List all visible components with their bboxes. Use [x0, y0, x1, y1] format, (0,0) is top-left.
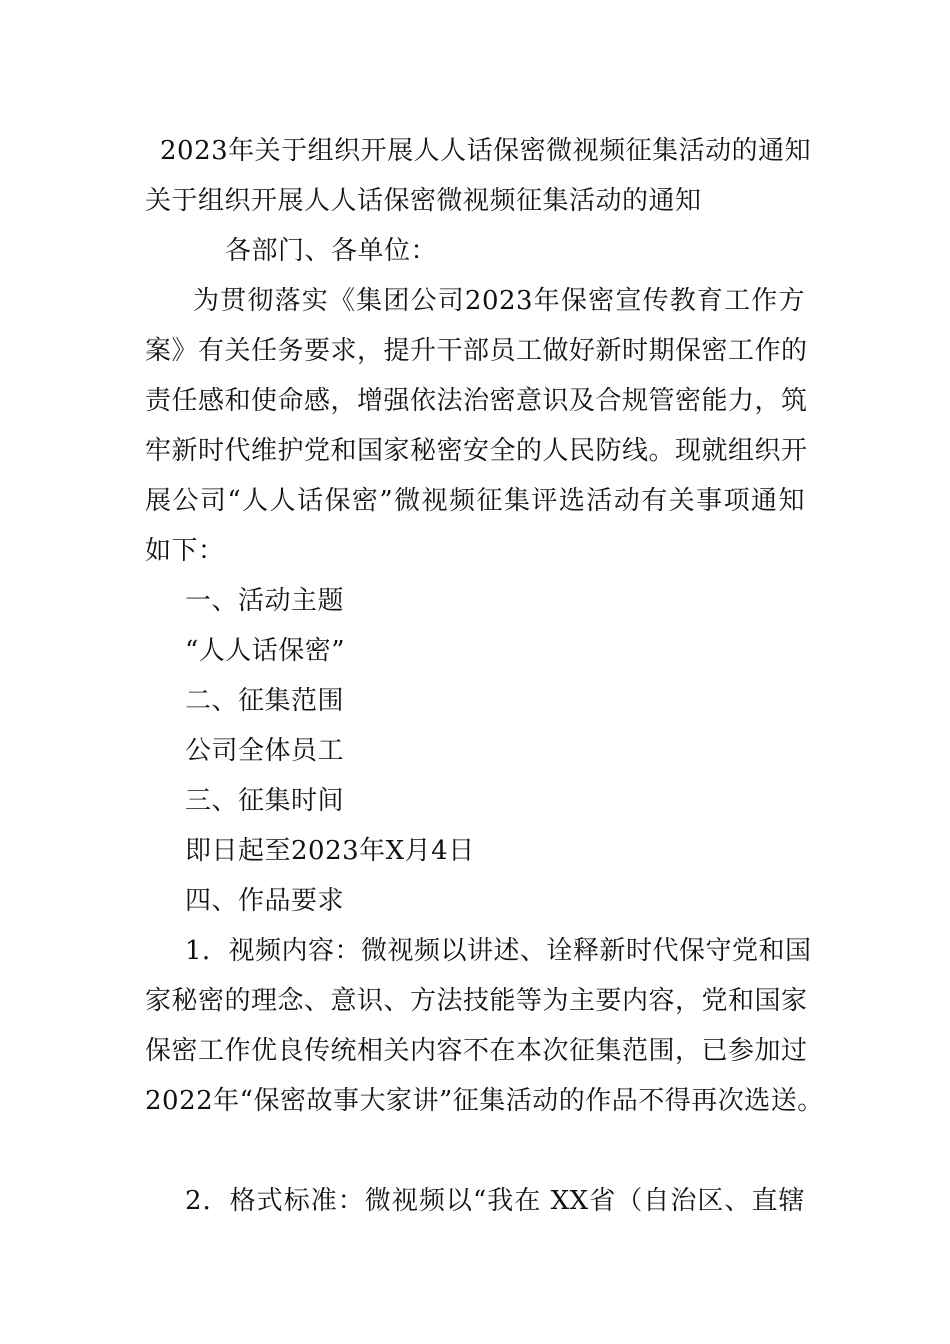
section-body-scope: 公司全体员工 — [185, 736, 345, 766]
section-body-theme: “人人话保密” — [185, 636, 346, 666]
intro-line: 牢新时代维护党和国家秘密安全的人民防线。现就组织开 — [145, 436, 808, 466]
requirement-line: 保密工作优良传统相关内容不在本次征集范围，已参加过 — [145, 1036, 808, 1066]
salutation: 各部门、各单位： — [225, 236, 438, 266]
section-body-time: 即日起至2023年X月4日 — [185, 836, 475, 866]
section-heading-theme: 一、活动主题 — [185, 586, 345, 616]
intro-line: 展公司“人人话保密”微视频征集评选活动有关事项通知 — [145, 486, 805, 516]
intro-line: 责任感和使命感，增强依法治密意识及合规管密能力，筑 — [145, 386, 808, 416]
requirement-line: 家秘密的理念、意识、方法技能等为主要内容，党和国家 — [145, 986, 808, 1016]
intro-line: 案》有关任务要求，提升干部员工做好新时期保密工作的 — [145, 336, 808, 366]
intro-line: 如下： — [145, 536, 225, 566]
section-heading-requirements: 四、作品要求 — [185, 886, 345, 916]
intro-line: 为贯彻落实《集团公司2023年保密宣传教育工作方 — [193, 286, 805, 316]
document-title: 2023年关于组织开展人人话保密微视频征集活动的通知 — [160, 136, 812, 166]
requirement-line: 1．视频内容：微视频以讲述、诠释新时代保守党和国 — [185, 936, 812, 966]
requirement-line: 2022年“保密故事大家讲”征集活动的作品不得再次选送。 — [145, 1086, 824, 1116]
section-heading-scope: 二、征集范围 — [185, 686, 345, 716]
document-subtitle: 关于组织开展人人话保密微视频征集活动的通知 — [145, 186, 702, 216]
requirement-line: 2．格式标准：微视频以“我在 XX省（自治区、直辖 — [185, 1186, 805, 1216]
section-heading-time: 三、征集时间 — [185, 786, 345, 816]
